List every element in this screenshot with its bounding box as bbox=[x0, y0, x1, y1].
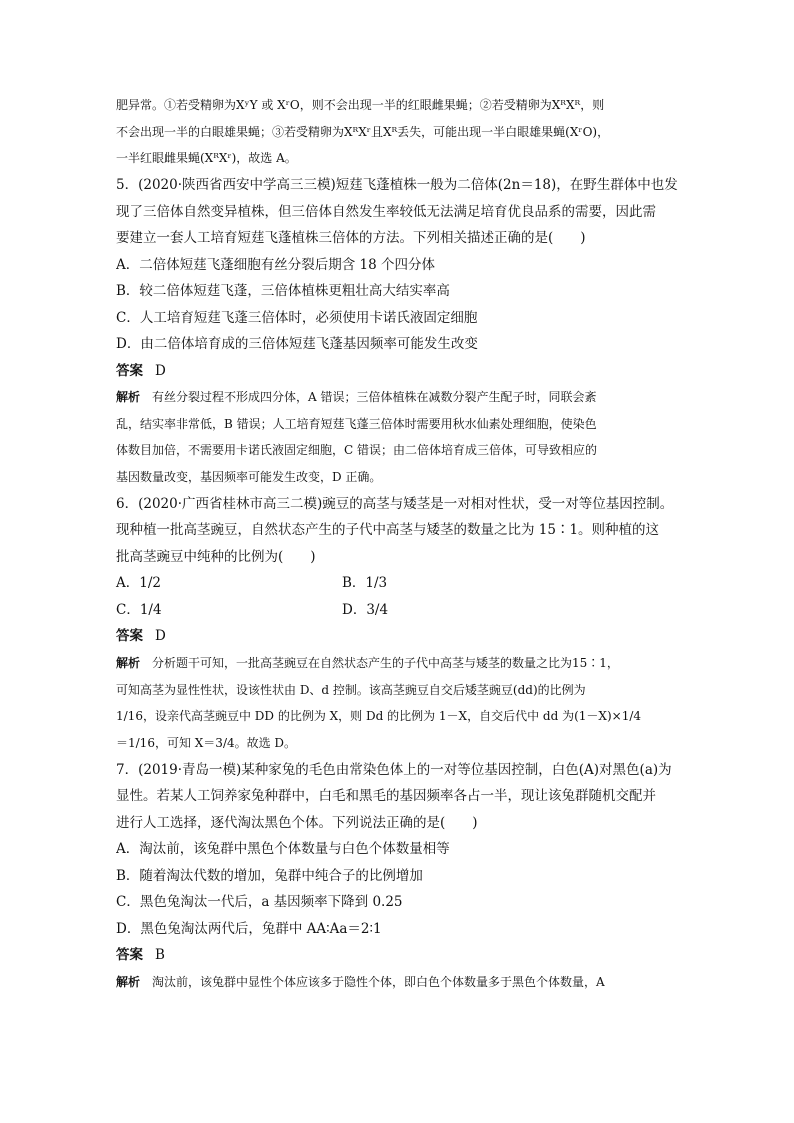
explanation-text: 淘汰前，该兔群中显性个体应该多于隐性个体，即白色个体数量多于黑色个体数量，A bbox=[152, 974, 605, 989]
question-6-options-row bbox=[116, 570, 682, 597]
question-6-answer bbox=[116, 623, 682, 650]
question-6-explanation bbox=[116, 650, 682, 677]
question-5-option-a: A．二倍体短莛飞蓬细胞有丝分裂后期含 18 个四分体 bbox=[116, 256, 436, 273]
explanation-line: 肥异常。①若受精卵为XʸY 或 XʳO，则不会出现一半的红眼雌果蝇；②若受精卵为XᴿXᴿ，则 bbox=[116, 98, 605, 112]
question-5-stem: 现了三倍体自然变异植株，但三倍体自然发生率较低无法满足培育优良品系的需要，因此需 bbox=[116, 203, 656, 220]
question-6-option-b: B．1/3 bbox=[342, 575, 388, 592]
question-7-option-d: D．黑色兔淘汰两代后，兔群中 AA∶Aa＝2∶1 bbox=[116, 920, 382, 937]
question-7-stem: 进行人工选择，逐代淘汰黑色个体。下列说法正确的是( ) bbox=[116, 814, 478, 831]
explanation-line: ＝1/16，可知 X＝3/4。故选 D。 bbox=[116, 735, 297, 750]
explanation-line: 体数目加倍，不需要用卡诺氏液固定细胞，C 错误；由二倍体培育成三倍体，可导致相应的 bbox=[116, 443, 597, 458]
question-5-option-b: B．较二倍体短莛飞蓬，三倍体植株更粗壮高大结实率高 bbox=[116, 283, 450, 300]
answer-label: 答案 bbox=[116, 947, 143, 964]
answer-label: 答案 bbox=[116, 628, 143, 645]
document-page bbox=[116, 92, 682, 995]
question-5-stem: 要建立一套人工培育短莛飞蓬植株三倍体的方法。下列相关描述正确的是( ) bbox=[116, 230, 586, 247]
explanation-label: 解析 bbox=[116, 974, 141, 989]
question-7-option-a: A．淘汰前，该兔群中黑色个体数量与白色个体数量相等 bbox=[116, 841, 450, 858]
question-5-stem: 5．(2020·陕西省西安中学高三三模)短莛飞蓬植株一般为二倍体(2n＝18)，在野生群体中也发 bbox=[116, 177, 678, 194]
question-5-option-d: D．由二倍体培育成的三倍体短莛飞蓬基因频率可能发生改变 bbox=[116, 336, 478, 353]
answer-value: D bbox=[155, 362, 166, 379]
question-6-stem: 6．(2020·广西省桂林市高三二模)豌豆的高茎与矮茎是一对相对性状，受一对等位基因控制。 bbox=[116, 495, 674, 512]
explanation-text: 分析题干可知，一批高茎豌豆在自然状态产生的子代中高茎与矮茎的数量之比为15∶1， bbox=[152, 655, 619, 670]
question-6-option-c: C．1/4 bbox=[116, 601, 162, 618]
explanation-text: 有丝分裂过程不形成四分体，A 错误；三倍体植株在减数分裂产生配子时，同联会紊 bbox=[152, 390, 597, 405]
answer-value: B bbox=[155, 947, 165, 964]
question-6-options-row bbox=[116, 597, 682, 624]
question-7-option-c: C．黑色兔淘汰一代后，a 基因频率下降到 0.25 bbox=[116, 894, 403, 911]
question-7-option-b: B．随着淘汰代数的增加，兔群中纯合子的比例增加 bbox=[116, 867, 423, 884]
explanation-line: 乱，结实率非常低，B 错误；人工培育短莛飞蓬三倍体时需要用秋水仙素处理细胞，使染色 bbox=[116, 416, 597, 431]
answer-label: 答案 bbox=[116, 362, 143, 379]
question-6-stem: 现种植一批高茎豌豆，自然状态产生的子代中高茎与矮茎的数量之比为 15∶1。则种植的这 bbox=[116, 522, 660, 539]
question-7-answer bbox=[116, 942, 682, 969]
explanation-line: 不会出现一半的白眼雄果蝇；③若受精卵为XᴿXʳ且Xᴿ丢失，可能出现一半白眼雄果蝇(XʳO)， bbox=[116, 124, 610, 139]
question-5-answer bbox=[116, 358, 682, 385]
question-5-explanation bbox=[116, 384, 682, 411]
explanation-line: 1/16，设亲代高茎豌豆中 DD 的比例为 X，则 Dd 的比例为 1－X，自交后代中 dd 为(1－X)×1/4 bbox=[116, 709, 642, 724]
explanation-line: 基因数量改变，基因频率可能发生改变，D 正确。 bbox=[116, 470, 382, 485]
explanation-label: 解析 bbox=[116, 655, 141, 670]
question-7-explanation bbox=[116, 969, 682, 996]
question-5-option-c: C．人工培育短莛飞蓬三倍体时，必须使用卡诺氏液固定细胞 bbox=[116, 309, 478, 326]
explanation-label: 解析 bbox=[116, 390, 141, 405]
explanation-line: 可知高茎为显性性状，设该性状由 D、d 控制。该高茎豌豆自交后矮茎豌豆(dd)的比例为 bbox=[116, 682, 586, 697]
question-7-stem: 显性。若某人工饲养家兔种群中，白毛和黑毛的基因频率各占一半，现让该兔群随机交配并 bbox=[116, 788, 656, 805]
answer-value: D bbox=[155, 628, 166, 645]
explanation-line: 一半红眼雌果蝇(XᴿXʳ)，故选 A。 bbox=[116, 151, 297, 166]
question-6-option-d: D．3/4 bbox=[342, 601, 389, 618]
question-6-stem: 批高茎豌豆中纯种的比例为( ) bbox=[116, 548, 316, 565]
question-6-option-a: A．1/2 bbox=[116, 575, 161, 592]
question-7-stem: 7．(2019·青岛一模)某种家兔的毛色由常染色体上的一对等位基因控制，白色(A)对黑色(a)为 bbox=[116, 761, 672, 778]
